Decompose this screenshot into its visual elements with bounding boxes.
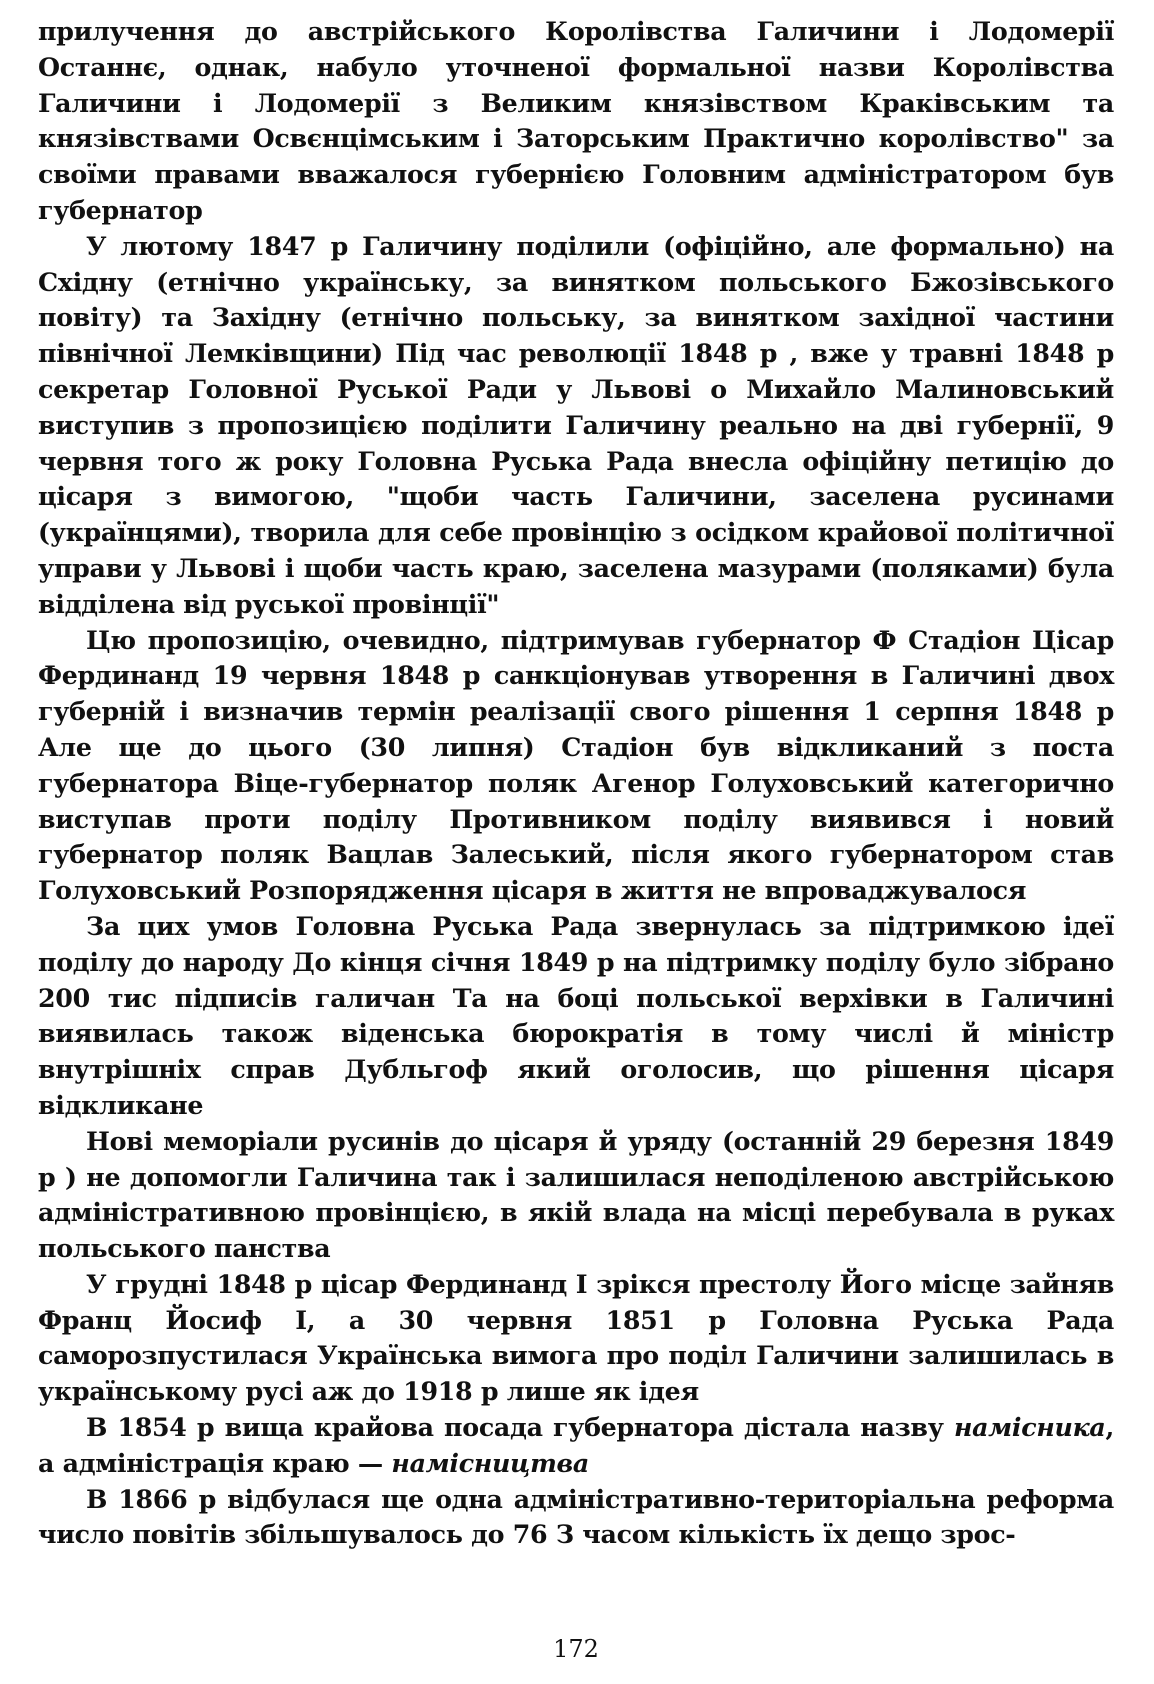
paragraph-8 (38, 1482, 1114, 1554)
paragraph-7-term-namisnytstvo: намісництва (391, 1447, 589, 1478)
paragraph-6 (38, 1267, 1114, 1410)
paragraph-1-text: прилучення до австрійського Королівства Галичини і Лодомерії Останнє, однак, набуло уточненої формальної назви Королівства Галичини і Лодомерії з Великим князівством Краківським та князівствами Освєнцімським і Заторським Практично королівство" за своїми правами вважалося губернією Головним адміністратором був губернатор (38, 16, 1114, 225)
paragraph-7-text-a: В 1854 р вища крайова посада губернатора дістала назву (86, 1412, 954, 1443)
paragraph-5 (38, 1124, 1114, 1267)
paragraph-4 (38, 909, 1114, 1124)
paragraph-5-text: Нові меморіали русинів до цісаря й уряду (останній 29 березня 1849 р ) не допомогли Галичина так і залишилася неподіленою австрійською адміністративною провінцією, в якій влада на місці перебувала в руках польського панства (38, 1125, 1114, 1264)
page-number: 172 (553, 1635, 599, 1663)
paragraph-2 (38, 229, 1114, 623)
paragraph-7-term-namisnyk: намісника (953, 1412, 1106, 1443)
paragraph-4-text: За цих умов Головна Руська Рада звернулась за підтримкою ідеї поділу до народу До кінця січня 1849 р на підтримку поділу було зібрано 200 тис підписів галичан Та на боці польської верхівки в Галичині виявилась також віденська бюрократія в тому числі й міністр внутрішніх справ Дубльгоф який оголосив, що рішення цісаря відкликане (38, 910, 1114, 1120)
paragraph-2-text: У лютому 1847 р Галичину поділили (офіційно, але формально) на Східну (етнічно українську, за винятком польського Бжозівського повіту) та Західну (етнічно польську, за винятком західної частини північної Лемківщини) Під час революції 1848 р , вже у травні 1848 р секретар Головної Руської Ради у Львові о Михайло Малиновський виступив з пропозицією поділити Галичину реально на дві губернії, 9 червня того ж року Головна Руська Рада внесла офіційну петицію до цісаря з вимогою, "щоби часть Галичини, заселена русинами (українцями), творила для себе провінцію з осідком крайової політичної управи у Львові і щоби часть краю, заселена мазурами (поляками) була відділена від руської провінції" (38, 230, 1114, 619)
paragraph-7 (38, 1410, 1114, 1482)
document-page (38, 14, 1114, 1674)
paragraph-6-text: У грудні 1848 р цісар Фердинанд І зрікся престолу Його місце зайняв Франц Йосиф І, а 30 червня 1851 р Головна Руська Рада саморозпустилася Українська вимога про поділ Галичини залишилась в українському русі аж до 1918 р лише як ідея (38, 1268, 1114, 1407)
paragraph-3-text: Цю пропозицію, очевидно, підтримував губернатор Ф Стадіон Цісар Фердинанд 19 червня 1848 р санкціонував утворення в Галичині двох губерній і визначив термін реалізації свого рішення 1 серпня 1848 р Але ще до цього (30 липня) Стадіон був відкликаний з поста губернатора Віце-губернатор поляк Агенор Голуховський категорично виступав проти поділу Противником поділу виявився і новий губернатор поляк Вацлав Залеський, після якого губернатором став Голуховський Розпорядження цісаря в життя не впроваджувалося (38, 624, 1114, 906)
body-text (38, 14, 1114, 1553)
paragraph-7-text-b: , а адміністрація краю — (38, 1412, 1114, 1478)
paragraph-1 (38, 14, 1114, 229)
paragraph-3 (38, 623, 1114, 909)
paragraph-8-text: В 1866 р відбулася ще одна адміністративно-територіальна реформа число повітів збільшувалось до 76 З часом кількість їх дещо зрос- (38, 1483, 1114, 1550)
